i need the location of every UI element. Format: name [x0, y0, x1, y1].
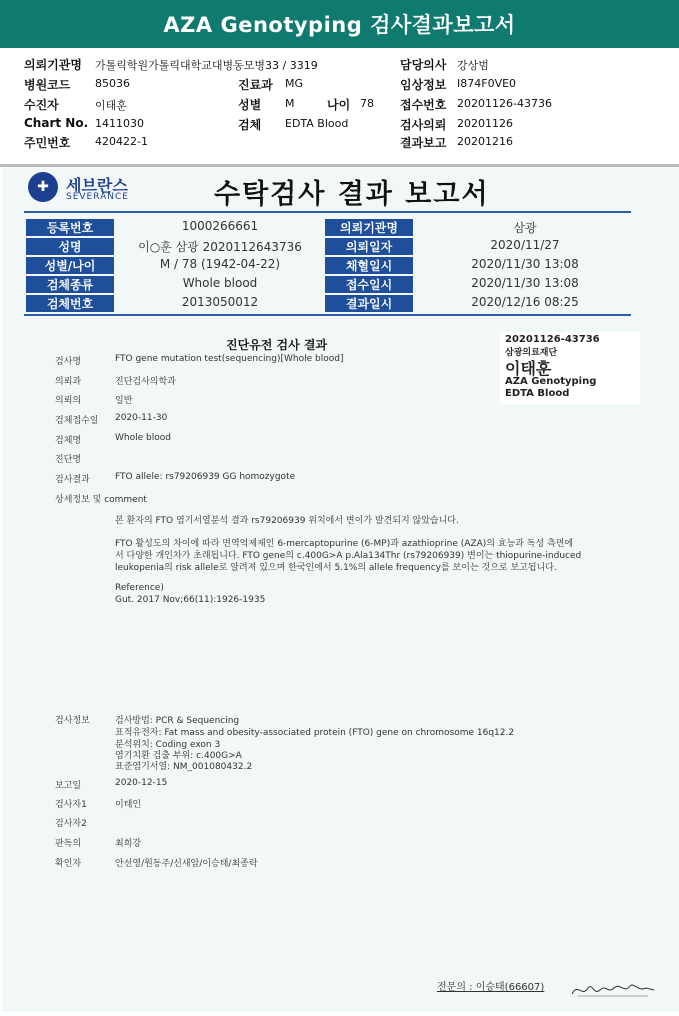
- comment-paragraph-2-line-1: FTO 활성도의 차이에 따라 면역억제제인 6-mercaptopurine (6-MP)과 azathioprine (AZA)의 효능과 독성 측면에: [115, 539, 574, 549]
- age-label: 나이: [327, 98, 351, 112]
- scanned-lab-report: [2, 167, 679, 1012]
- contact-specialist: 전문의 : 이승태(66607): [437, 982, 545, 993]
- sign-field-label: 확인자: [55, 859, 82, 869]
- field-value: 진단검사의학과: [115, 377, 176, 387]
- reference-text: Gut. 2017 Nov;66(11):1926-1935: [115, 595, 266, 605]
- hospital-code-value: 85036: [95, 77, 130, 90]
- field-label: 의뢰과: [55, 377, 82, 387]
- analysis-location: 분석위치: Coding exon 3: [115, 740, 221, 750]
- test-method: 검사방법: PCR & Sequencing: [115, 716, 240, 726]
- detection-site: 염기치환 검출 부위: c.400G>A: [115, 751, 242, 761]
- lab-row-value: 이○훈 삼광 2020112643736: [138, 240, 302, 254]
- lab-row-label: 채혈일시: [325, 257, 413, 274]
- chart-no-label: Chart No.: [24, 116, 89, 130]
- lab-row-value: 삼광: [513, 221, 537, 235]
- test-request-label: 검사의뢰: [400, 118, 447, 132]
- lab-row-label: 성별/나이: [26, 257, 114, 274]
- examinee-label: 수진자: [24, 98, 59, 112]
- chart-no-value: 1411030: [95, 117, 144, 130]
- lab-row-label: 결과일시: [325, 295, 413, 312]
- resident-no-value: 420422-1: [95, 135, 148, 148]
- physician-value: 강상범: [457, 59, 489, 72]
- field-value: FTO gene mutation test(sequencing)[Whole blood]: [115, 354, 344, 364]
- result-report-label: 결과보고: [400, 136, 447, 150]
- lab-row-label: 검체번호: [26, 295, 114, 312]
- lab-row-value: 2020/12/16 08:25: [471, 295, 579, 309]
- stamp-receipt-no: 20201126-43736: [505, 334, 600, 345]
- field-label: 진단명: [55, 455, 82, 465]
- referring-institution-value: 가톨릭학원가톨릭대학교대병동모병33 / 3319: [95, 59, 318, 72]
- report-header-title: AZA Genotyping 검사결과보고서: [163, 13, 516, 37]
- examinee-value: 이태훈: [95, 99, 127, 112]
- target-gene: 표적유전자: Fat mass and obesity-associated protein (FTO) gene on chromosome 16q12.2: [115, 728, 515, 738]
- table-bottom-rule: [24, 314, 631, 316]
- lab-row-label: 검체종류: [26, 276, 114, 293]
- comment-paragraph-2-line-2: 서 다양한 개인차가 초래됩니다. FTO gene의 c.400G>A p.Ala134Thr (rs79206939) 변이는 thiopurine-induced: [115, 551, 582, 561]
- section-title: 진단유전 검사 결과: [226, 338, 328, 352]
- sign-field-label: 보고일: [55, 781, 82, 791]
- patient-info-panel: [0, 50, 679, 164]
- field-label: 의뢰의: [55, 396, 82, 406]
- comment-label: 상세정보 및 comment: [55, 495, 147, 505]
- sign-field-value: 이태인: [115, 800, 142, 810]
- age-value: 78: [360, 97, 374, 110]
- lab-row-label: 접수일시: [325, 276, 413, 293]
- test-request-value: 20201126: [457, 117, 513, 130]
- reference-sequence: 표준염기서열: NM_001080432.2: [115, 762, 253, 772]
- sex-label: 성별: [238, 98, 262, 112]
- result-report-value: 20201216: [457, 135, 513, 148]
- stamp-foundation: 삼광의료재단: [505, 348, 558, 358]
- sign-field-value: 안선영/원동주/신새암/이승태/최종락: [115, 859, 258, 869]
- comment-paragraph-1: 본 환자의 FTO 염기서열분석 결과 rs79206939 위치에서 변이가 발견되지 않았습니다.: [115, 516, 459, 526]
- receipt-no-value: 20201126-43736: [457, 97, 552, 110]
- brand-name-en: SEVERANCE: [66, 192, 129, 202]
- field-label: 검사명: [55, 357, 82, 367]
- sign-field-label: 검사자1: [55, 800, 87, 810]
- lab-row-label: 의뢰일자: [325, 238, 413, 255]
- table-top-rule: [24, 211, 631, 213]
- comment-paragraph-2-line-3: leukopenia의 risk allele로 알려져 있으며 한국인에서 5.1%의 allele frequency를 보이는 것으로 보고됩니다.: [115, 563, 557, 573]
- lab-row-value: 2020/11/30 13:08: [471, 276, 579, 290]
- signature-icon: [568, 972, 658, 1002]
- lab-row-value: Whole blood: [182, 276, 258, 290]
- clinical-info-label: 임상정보: [400, 78, 447, 92]
- referring-institution-label: 의뢰기관명: [24, 58, 82, 72]
- lab-row-value: 2013050012: [181, 295, 259, 309]
- field-value: Whole blood: [115, 433, 171, 443]
- field-label: 검체명: [55, 436, 82, 446]
- lab-row-value: 2020/11/30 13:08: [471, 257, 579, 271]
- hospital-code-label: 병원코드: [24, 78, 71, 92]
- specimen-stamp: [500, 332, 640, 404]
- field-label: 검사결과: [55, 475, 90, 485]
- stamp-test-name: AZA Genotyping: [505, 376, 597, 387]
- field-value: FTO allele: rs79206939 GG homozygote: [115, 472, 296, 482]
- specimen-value: EDTA Blood: [285, 117, 349, 130]
- physician-label: 담당의사: [400, 58, 447, 72]
- receipt-no-label: 접수번호: [400, 98, 447, 112]
- sign-field-label: 검사자2: [55, 819, 87, 829]
- stamp-specimen: EDTA Blood: [505, 388, 570, 399]
- resident-no-label: 주민번호: [24, 136, 71, 150]
- lab-row-label: 의뢰기관명: [325, 219, 413, 236]
- field-value: 일반: [115, 396, 133, 406]
- report-header-bar: [0, 0, 679, 48]
- specimen-label: 검체: [238, 118, 262, 132]
- lab-row-label: 등록번호: [26, 219, 114, 236]
- sign-field-value: 최희강: [115, 839, 142, 849]
- lab-row-value: 2020/11/27: [490, 238, 560, 252]
- brand-name: 세브란스: [66, 176, 128, 195]
- department-value: MG: [285, 77, 304, 90]
- severance-logo-icon: ✚: [28, 172, 58, 202]
- reference-label: Reference): [115, 583, 164, 593]
- sign-field-value: 2020-12-15: [115, 778, 168, 788]
- lab-row-label: 성명: [26, 238, 114, 255]
- sex-value: M: [285, 97, 295, 110]
- stamp-patient-name: 이태훈: [505, 359, 552, 378]
- test-info-label: 검사정보: [55, 716, 90, 726]
- lab-row-value: M / 78 (1942-04-22): [159, 257, 281, 271]
- field-label: 검체접수일: [55, 416, 99, 426]
- lab-report-title: 수탁검사 결과 보고서: [214, 179, 490, 210]
- department-label: 진료과: [238, 78, 273, 92]
- lab-row-value: 1000266661: [181, 219, 259, 233]
- clinical-info-value: I874F0VE0: [457, 77, 517, 90]
- field-value: 2020-11-30: [115, 413, 168, 423]
- sign-field-label: 판독의: [55, 839, 82, 849]
